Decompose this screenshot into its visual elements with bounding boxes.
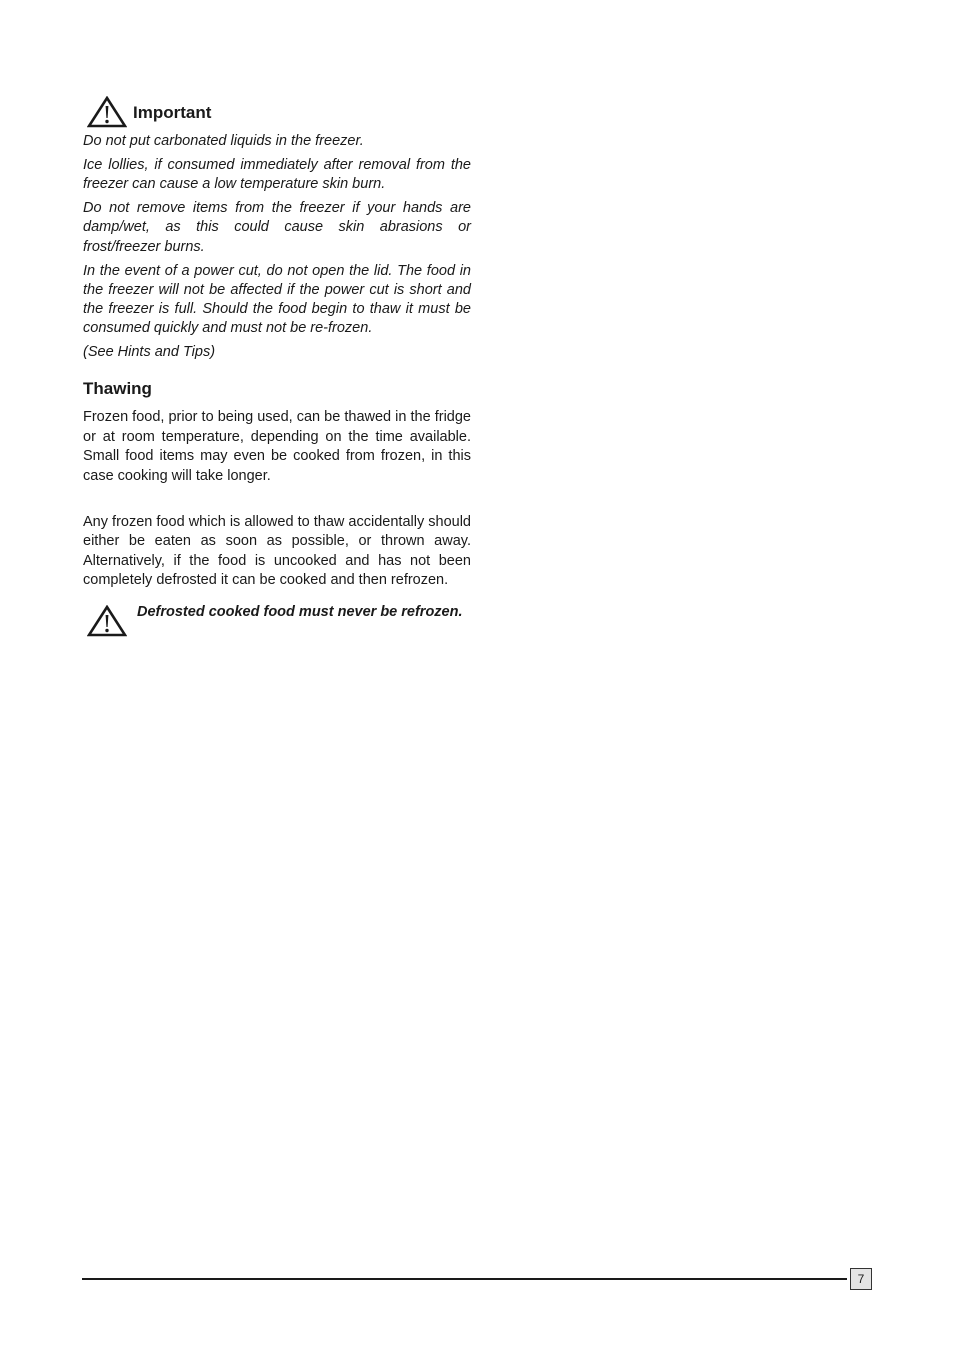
main-column — [83, 96, 471, 637]
footer-rule — [82, 1278, 847, 1280]
important-note: Ice lollies, if consumed immediately after removal from the freezer can cause a low temperature skin burn. — [83, 157, 471, 193]
refreeze-warning — [83, 603, 471, 637]
page-number: 7 — [850, 1268, 872, 1290]
refreeze-warning-text: Defrosted cooked food must never be refrozen. — [137, 603, 463, 620]
important-note: Do not put carbonated liquids in the freezer. — [83, 133, 364, 149]
important-note: Do not remove items from the freezer if your hands are damp/wet, as this could cause skin abrasions or frost/freezer burns. — [83, 200, 471, 255]
important-header — [83, 96, 471, 128]
warning-triangle-icon — [87, 96, 129, 128]
thawing-title: Thawing — [83, 379, 152, 399]
important-note-reference: (See Hints and Tips) — [83, 344, 216, 361]
important-note: In the event of a power cut, do not open the lid. The food in the freezer will not be affected if the power cut is short and the freezer is full. Should the food begin to thaw it must be consumed quickly and must not be re-frozen. — [83, 262, 471, 337]
thawing-paragraph: Frozen food, prior to being used, can be thawed in the fridge or at room temperature, depending on the time available. Small food items may even be cooked from frozen, in this case cooking will take longer. — [83, 409, 471, 484]
warning-triangle-icon — [87, 605, 129, 637]
thawing-paragraph: Any frozen food which is allowed to thaw accidentally should either be eaten as soon as possible, or thrown away. Alternatively, if the food is uncooked and has not been completely defrosted it can be cooked and then refrozen. — [83, 514, 471, 589]
important-title: Important — [133, 103, 212, 122]
